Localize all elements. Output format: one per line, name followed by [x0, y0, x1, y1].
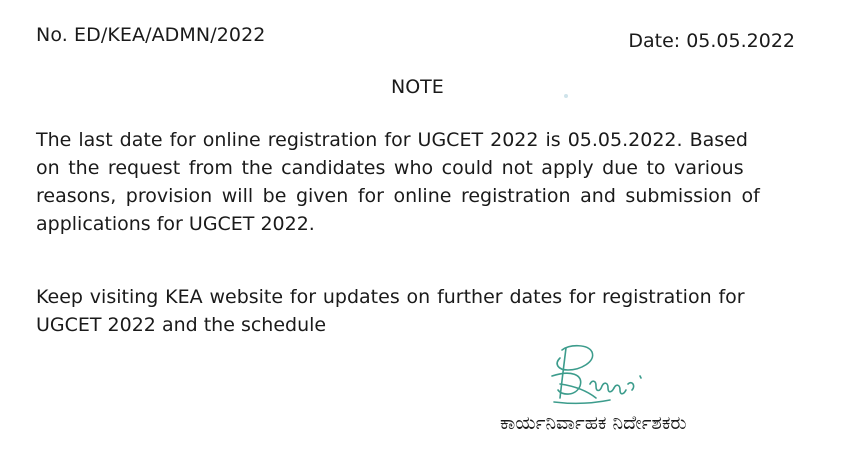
note-paragraph-1	[36, 126, 816, 238]
document-date: Date: 05.05.2022	[628, 30, 795, 52]
paragraph-2-line-2: UGCET 2022 and the schedule	[36, 314, 327, 336]
handwritten-signature	[540, 340, 660, 415]
scan-speck	[564, 94, 568, 98]
paragraph-1-line-2: on the request from the candidates who could not apply due to various	[36, 157, 744, 179]
note-title: NOTE	[391, 76, 444, 98]
paragraph-1-line-4: applications for UGCET 2022.	[36, 213, 315, 235]
paragraph-1-line-1: The last date for online registration for UGCET 2022 is 05.05.2022. Based	[36, 129, 748, 151]
reference-number: No. ED/KEA/ADMN/2022	[36, 24, 266, 46]
note-paragraph-2	[36, 283, 816, 339]
signatory-designation: ಕಾರ್ಯನಿರ್ವಾಹಕ ನಿರ್ದೇಶಕರು	[500, 412, 687, 434]
paragraph-1-line-3: reasons, provision will be given for online registration and submission of	[36, 185, 760, 207]
paragraph-2-line-1: Keep visiting KEA website for updates on further dates for registration for	[36, 286, 745, 308]
